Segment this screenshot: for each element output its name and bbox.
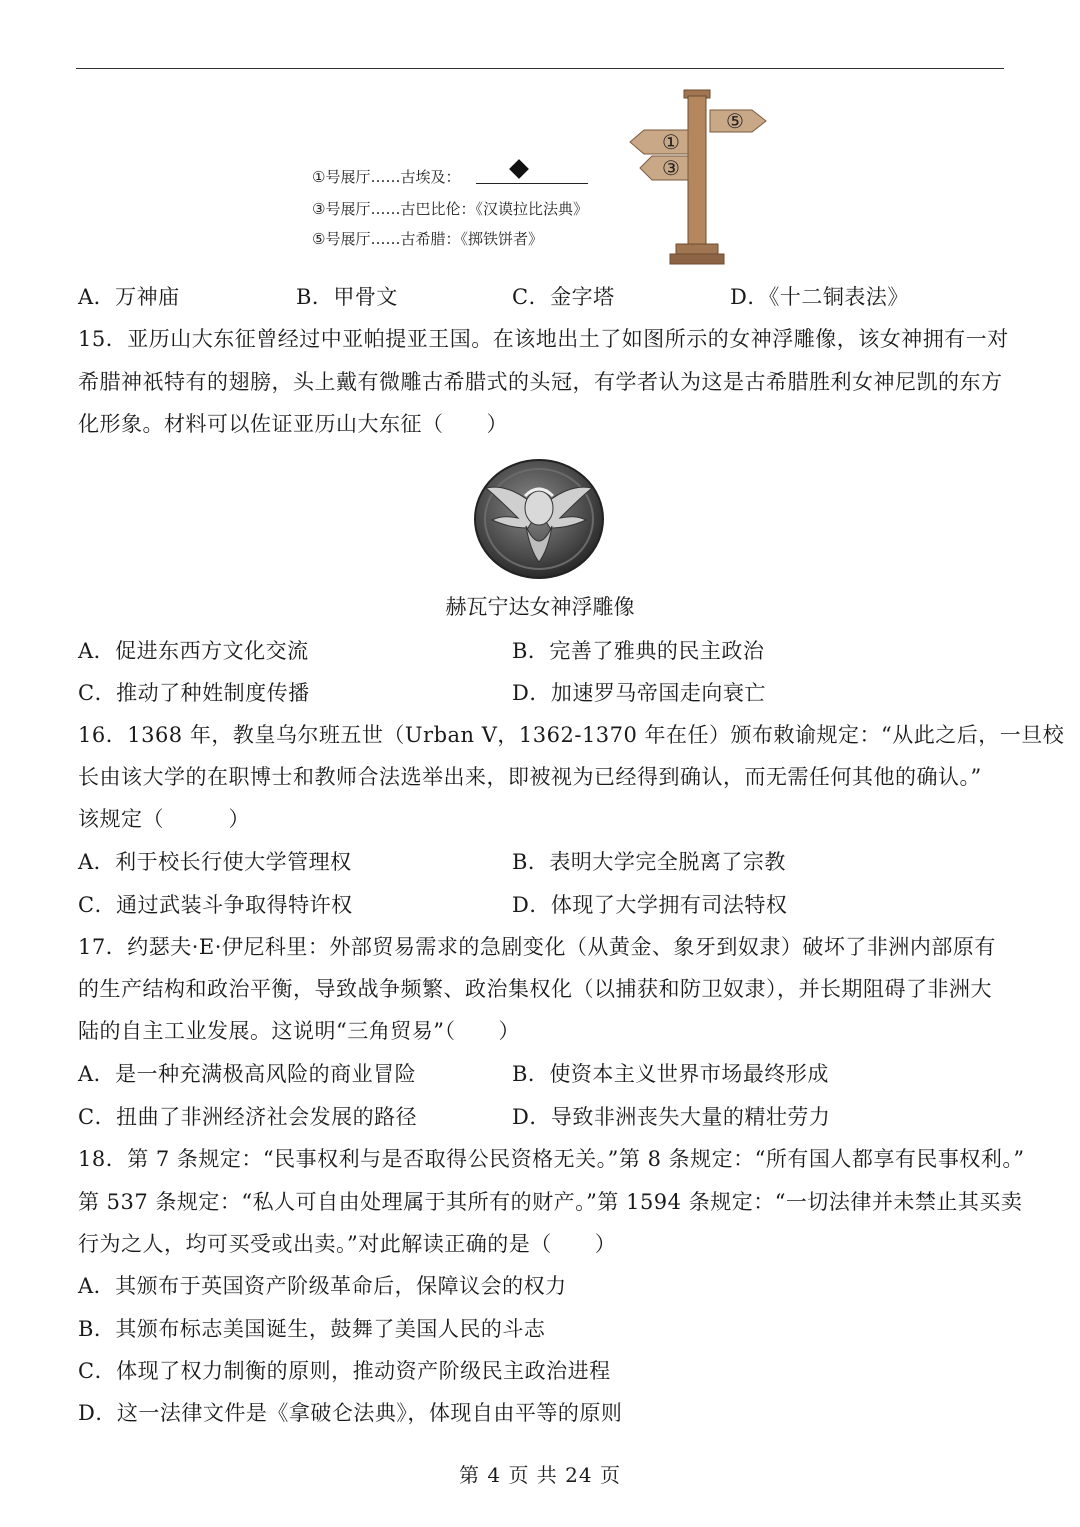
hall-5-label: ⑤号展厅……古希腊：《掷铁饼者》 [312, 230, 543, 248]
q14-option-b[interactable]: B．甲骨文 [296, 285, 398, 309]
q16-stem-line: 长由该大学的在职博士和教师合法选举出来，即被视为已经得到确认，而无需任何其他的确认。” [78, 765, 982, 789]
q16-option-c[interactable]: C．通过武装斗争取得特许权 [78, 893, 353, 917]
signpost-label-3: ③ [662, 156, 680, 180]
q15-stem-line: 15．亚历山大东征曾经过中亚帕提亚王国。在该地出土了如图所示的女神浮雕像，该女神拥有一对 [78, 327, 1009, 351]
q16-option-a[interactable]: A．利于校长行使大学管理权 [78, 850, 352, 874]
q17-option-b[interactable]: B．使资本主义世界市场最终形成 [512, 1062, 829, 1086]
q17-stem-line: 陆的自主工业发展。这说明“三角贸易”（ ） [78, 1019, 520, 1043]
header-rule [76, 68, 1004, 69]
q15-option-b[interactable]: B．完善了雅典的民主政治 [512, 639, 765, 663]
diamond-icon [509, 159, 529, 179]
q18-option-d[interactable]: D．这一法律文件是《拿破仑法典》，体现自由平等的原则 [78, 1401, 623, 1425]
signpost-label-5: ⑤ [726, 109, 744, 133]
q15-image-caption: 赫瓦宁达女神浮雕像 [445, 595, 635, 619]
q16-stem-line: 该规定（ ） [78, 807, 250, 831]
q15-stem-line: 化形象。材料可以佐证亚历山大东征（ ） [78, 412, 508, 436]
q14-option-d[interactable]: D．《十二铜表法》 [730, 285, 909, 309]
q17-option-d[interactable]: D．导致非洲丧失大量的精壮劳力 [512, 1105, 831, 1129]
q18-option-a[interactable]: A．其颁布于英国资产阶级革命后，保障议会的权力 [78, 1274, 567, 1298]
q18-stem-line: 行为之人，均可买受或出卖。”对此解读正确的是（ ） [78, 1232, 617, 1256]
hall-1-label: ①号展厅……古埃及： [312, 168, 461, 186]
q18-option-b[interactable]: B．其颁布标志美国诞生，鼓舞了美国人民的斗志 [78, 1317, 546, 1341]
q15-option-c[interactable]: C．推动了种姓制度传播 [78, 681, 310, 705]
q14-option-a[interactable]: A．万神庙 [78, 285, 180, 309]
q18-option-c[interactable]: C．体现了权力制衡的原则，推动资产阶级民主政治进程 [78, 1359, 611, 1383]
q15-stem-line: 希腊神祇特有的翅膀，头上戴有微雕古希腊式的头冠，有学者认为这是古希腊胜利女神尼凯的东方 [78, 370, 1003, 394]
q15-option-d[interactable]: D．加速罗马帝国走向衰亡 [512, 681, 766, 705]
q17-option-a[interactable]: A．是一种充满极高风险的商业冒险 [78, 1062, 417, 1086]
q17-stem-line: 的生产结构和政治平衡，导致战争频繁、政治集权化（以捕获和防卫奴隶），并长期阻碍了非洲大 [78, 977, 992, 1001]
q16-stem-line: 16．1368 年，教皇乌尔班五世（Urban V，1362-1370 年在任）颁布敕谕规定：“从此之后，一旦校 [78, 723, 1065, 747]
answer-blank [476, 183, 588, 184]
q17-option-c[interactable]: C．扭曲了非洲经济社会发展的路径 [78, 1105, 418, 1129]
page-number: 第 4 页 共 24 页 [459, 1463, 621, 1487]
signpost-label-1: ① [662, 130, 680, 154]
signpost-image [622, 84, 770, 268]
q16-option-b[interactable]: B．表明大学完全脱离了宗教 [512, 850, 786, 874]
hall-3-label: ③号展厅……古巴比伦：《汉谟拉比法典》 [312, 200, 588, 218]
q15-option-a[interactable]: A．促进东西方文化交流 [78, 639, 309, 663]
q18-stem-line: 第 537 条规定：“私人可自由处理属于其所有的财产。”第 1594 条规定：“一切法律并未禁止其买卖 [78, 1190, 1023, 1214]
q17-stem-line: 17．约瑟夫·E·伊尼科里：外部贸易需求的急剧变化（从黄金、象牙到奴隶）破坏了非洲内部原有 [78, 935, 996, 959]
q18-stem-line: 18．第 7 条规定：“民事权利与是否取得公民资格无关。”第 8 条规定：“所有国人都享有民事权利。” [78, 1147, 1025, 1171]
goddess-relief-image [472, 458, 606, 580]
q14-option-c[interactable]: C．金字塔 [512, 285, 615, 309]
q16-option-d[interactable]: D．体现了大学拥有司法特权 [512, 893, 788, 917]
